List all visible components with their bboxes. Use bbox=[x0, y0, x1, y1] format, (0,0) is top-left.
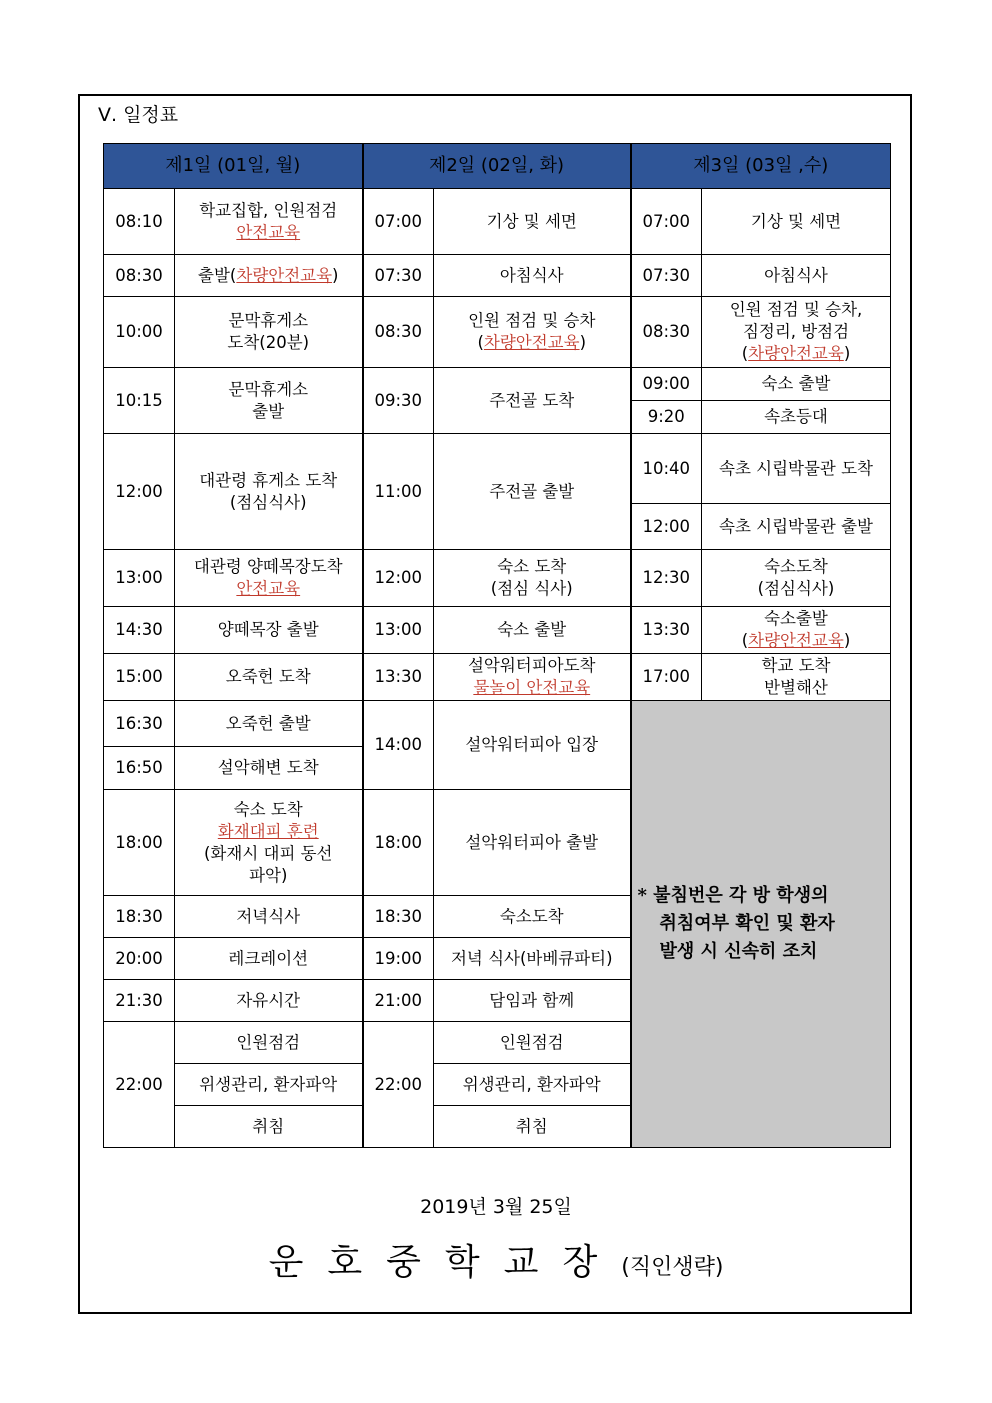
activity-cell: 오죽헌 도착 bbox=[175, 654, 363, 701]
time-cell: 16:30 bbox=[104, 701, 175, 747]
time-cell: 07:00 bbox=[363, 189, 434, 255]
signature-title: 운호중학교장 bbox=[268, 1242, 622, 1283]
section-title: Ⅴ. 일정표 bbox=[98, 104, 179, 126]
activity-cell: 인원 점검 및 승차, 짐정리, 방점검 (차량안전교육) bbox=[702, 297, 891, 368]
activity-cell: 문막휴게소 도착(20분) bbox=[175, 297, 363, 368]
safety-note: 차량안전교육 bbox=[748, 631, 844, 650]
principal-signature bbox=[0, 1234, 992, 1285]
activity-cell: 숙소 도착 화재대피 훈련 (화재시 대피 동선 파악) bbox=[175, 790, 363, 896]
note-cell bbox=[631, 701, 891, 1148]
activity-cell: 저녁 식사(바베큐파티) bbox=[434, 938, 631, 980]
activity-cell: 취침 bbox=[434, 1106, 631, 1148]
activity-cell: 숙소 도착 (점심 식사) bbox=[434, 550, 631, 607]
time-cell: 13:30 bbox=[631, 607, 702, 654]
activity-cell: 대관령 양떼목장도착 안전교육 bbox=[175, 550, 363, 607]
time-cell: 21:00 bbox=[363, 980, 434, 1022]
activity-cell: 설악해변 도착 bbox=[175, 747, 363, 790]
activity-cell: 설악워터피아도착 물놀이 안전교육 bbox=[434, 654, 631, 701]
activity-cell: 레크레이션 bbox=[175, 938, 363, 980]
time-cell: 08:10 bbox=[104, 189, 175, 255]
activity-cell: 위생관리, 환자파악 bbox=[434, 1064, 631, 1106]
time-cell: 10:15 bbox=[104, 368, 175, 434]
time-cell: 07:30 bbox=[363, 255, 434, 297]
activity-cell: 아침식사 bbox=[434, 255, 631, 297]
time-cell: 11:00 bbox=[363, 434, 434, 550]
activity-cell: 아침식사 bbox=[702, 255, 891, 297]
header-day1: 제1일 (01일, 월) bbox=[104, 144, 363, 189]
time-cell: 18:30 bbox=[104, 896, 175, 938]
header-day3: 제3일 (03일 ,수) bbox=[631, 144, 891, 189]
duty-note: * 불침번은 각 방 학생의 취침여부 확인 및 환자 발생 시 신속히 조치 bbox=[637, 885, 835, 962]
time-cell: 14:30 bbox=[104, 607, 175, 654]
time-cell: 08:30 bbox=[104, 255, 175, 297]
activity-cell: 기상 및 세면 bbox=[434, 189, 631, 255]
activity-cell: 담임과 함께 bbox=[434, 980, 631, 1022]
activity-cell: 인원 점검 및 승차 (차량안전교육) bbox=[434, 297, 631, 368]
seal-omitted-note: (직인생략) bbox=[621, 1255, 724, 1280]
safety-note: 안전교육 bbox=[236, 579, 301, 598]
activity-cell: 저녁식사 bbox=[175, 896, 363, 938]
time-cell: 18:00 bbox=[363, 790, 434, 896]
time-cell: 07:00 bbox=[631, 189, 702, 255]
time-cell: 19:00 bbox=[363, 938, 434, 980]
schedule-table bbox=[103, 143, 891, 1148]
safety-note: 차량안전교육 bbox=[236, 265, 333, 285]
activity-cell: 숙소도착 (점심식사) bbox=[702, 550, 891, 607]
activity-cell: 인원점검 bbox=[175, 1022, 363, 1064]
activity-cell: 숙소도착 bbox=[434, 896, 631, 938]
time-cell: 08:30 bbox=[363, 297, 434, 368]
activity-cell: 숙소 출발 bbox=[434, 607, 631, 654]
activity-cell: 설악워터피아 출발 bbox=[434, 790, 631, 896]
time-cell: 16:50 bbox=[104, 747, 175, 790]
time-cell: 12:30 bbox=[631, 550, 702, 607]
activity-cell: 학교 도착 반별해산 bbox=[702, 654, 891, 701]
time-cell: 12:00 bbox=[104, 434, 175, 550]
time-cell: 07:30 bbox=[631, 255, 702, 297]
time-cell: 18:30 bbox=[363, 896, 434, 938]
activity-cell: 숙소 출발 bbox=[702, 368, 891, 401]
time-cell: 20:00 bbox=[104, 938, 175, 980]
time-cell: 09:30 bbox=[363, 368, 434, 434]
safety-note: 차량안전교육 bbox=[748, 344, 844, 363]
safety-note: 물놀이 안전교육 bbox=[473, 678, 591, 697]
header-day2: 제2일 (02일, 화) bbox=[363, 144, 631, 189]
safety-note: 화재대피 훈련 bbox=[217, 821, 319, 841]
time-cell: 17:00 bbox=[631, 654, 702, 701]
activity-cell: 문막휴게소 출발 bbox=[175, 368, 363, 434]
activity-cell: 출발(차량안전교육) bbox=[175, 255, 363, 297]
activity-cell: 인원점검 bbox=[434, 1022, 631, 1064]
activity-cell: 자유시간 bbox=[175, 980, 363, 1022]
activity-cell: 오죽헌 출발 bbox=[175, 701, 363, 747]
activity-cell: 주전골 도착 bbox=[434, 368, 631, 434]
header-row bbox=[104, 144, 891, 189]
time-cell: 15:00 bbox=[104, 654, 175, 701]
time-cell: 9:20 bbox=[631, 401, 702, 434]
time-cell: 13:00 bbox=[363, 607, 434, 654]
time-cell: 13:30 bbox=[363, 654, 434, 701]
time-cell: 12:00 bbox=[631, 504, 702, 550]
time-cell: 21:30 bbox=[104, 980, 175, 1022]
activity-cell: 속초등대 bbox=[702, 401, 891, 434]
time-cell: 13:00 bbox=[104, 550, 175, 607]
activity-cell: 기상 및 세면 bbox=[702, 189, 891, 255]
safety-note: 차량안전교육 bbox=[483, 333, 580, 352]
time-cell: 22:00 bbox=[104, 1022, 175, 1148]
safety-note: 안전교육 bbox=[236, 222, 301, 242]
activity-cell: 취침 bbox=[175, 1106, 363, 1148]
activity-cell: 학교집합, 인원점검 안전교육 bbox=[175, 189, 363, 255]
activity-cell: 주전골 출발 bbox=[434, 434, 631, 550]
time-cell: 12:00 bbox=[363, 550, 434, 607]
activity-cell: 숙소출발 (차량안전교육) bbox=[702, 607, 891, 654]
time-cell: 10:40 bbox=[631, 434, 702, 504]
time-cell: 18:00 bbox=[104, 790, 175, 896]
activity-cell: 대관령 휴게소 도착 (점심식사) bbox=[175, 434, 363, 550]
activity-cell: 양떼목장 출발 bbox=[175, 607, 363, 654]
time-cell: 22:00 bbox=[363, 1022, 434, 1148]
activity-cell: 위생관리, 환자파악 bbox=[175, 1064, 363, 1106]
time-cell: 09:00 bbox=[631, 368, 702, 401]
document-date: 2019년 3월 25일 bbox=[420, 1196, 572, 1218]
time-cell: 14:00 bbox=[363, 701, 434, 790]
time-cell: 10:00 bbox=[104, 297, 175, 368]
activity-cell: 속초 시립박물관 도착 bbox=[702, 434, 891, 504]
time-cell: 08:30 bbox=[631, 297, 702, 368]
activity-cell: 설악워터피아 입장 bbox=[434, 701, 631, 790]
activity-cell: 속초 시립박물관 출발 bbox=[702, 504, 891, 550]
